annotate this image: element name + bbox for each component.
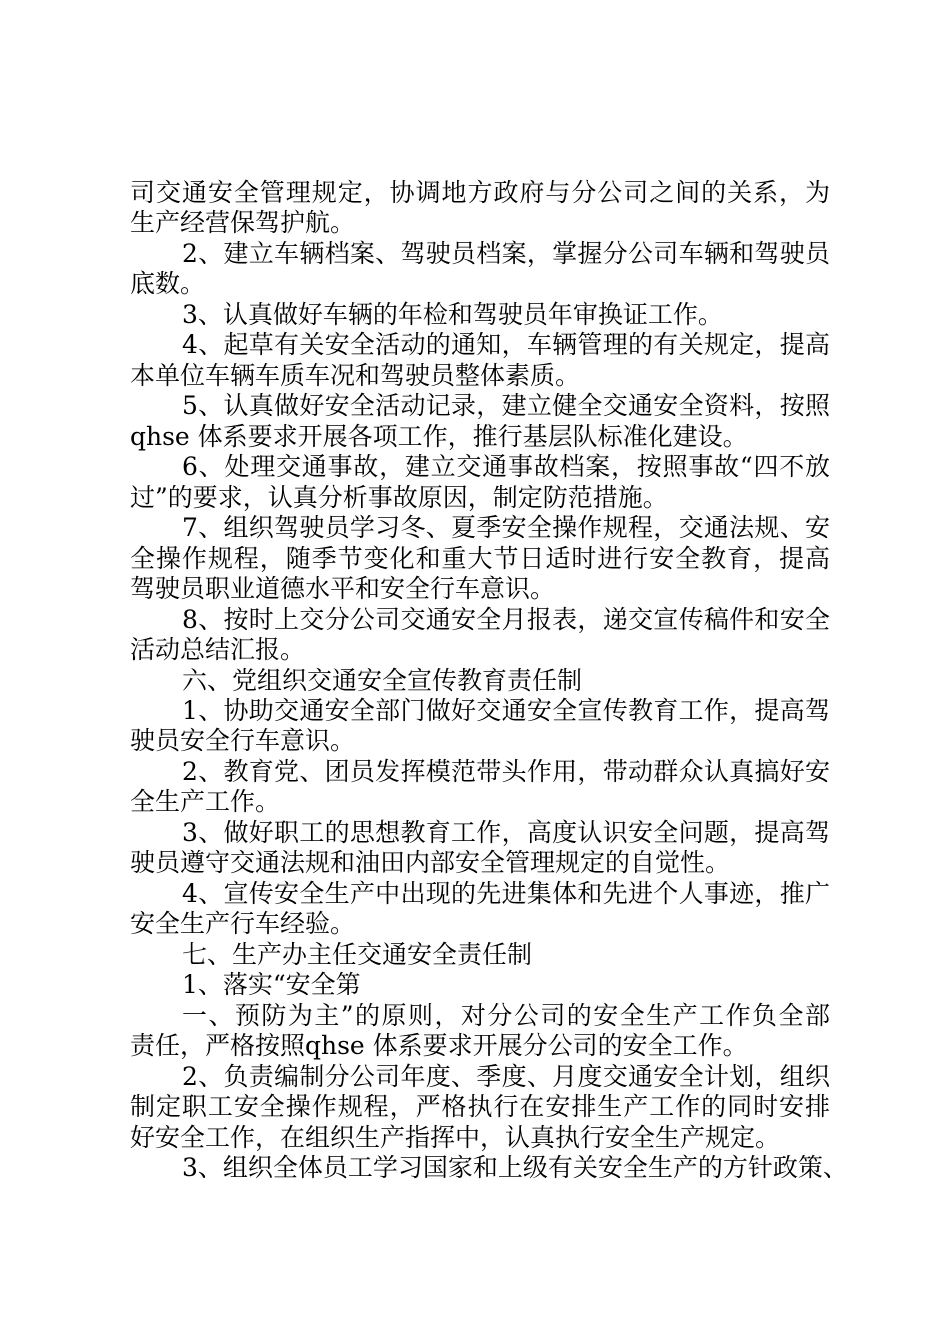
paragraph	[130, 605, 830, 666]
paragraph	[130, 391, 830, 452]
text-line: 2、负责编制分公司年度、季度、月度交通安全计划，组织	[182, 1061, 831, 1091]
paragraph	[130, 970, 830, 1000]
paragraph	[130, 513, 830, 604]
text-line: 6、处理交通事故，建立交通事故档案，按照事故“四不放	[182, 452, 831, 482]
section-heading-text: 六、党组织交通安全宣传教育责任制	[182, 665, 583, 695]
text-line: 生产经营保驾护航。	[130, 208, 356, 238]
section-heading	[130, 940, 830, 970]
paragraph	[130, 818, 830, 879]
paragraph	[130, 452, 830, 513]
paragraph	[130, 239, 830, 300]
paragraph	[130, 1062, 830, 1153]
text-line: 好安全工作，在组织生产指挥中，认真执行安全生产规定。	[130, 1122, 781, 1152]
text-line: 3、组织全体员工学习国家和上级有关安全生产的方针政策、	[182, 1153, 848, 1182]
text-line: 2、建立车辆档案、驾驶员档案，掌握分公司车辆和驾驶员	[182, 238, 831, 268]
section-heading-text: 七、生产办主任交通安全责任制	[182, 939, 533, 969]
text-line: 驶员遵守交通法规和油田内部安全管理规定的自觉性。	[130, 848, 731, 878]
text-column	[130, 178, 848, 1183]
section-heading	[130, 666, 830, 696]
text-line: 4、宣传安全生产中出现的先进集体和先进个人事迹，推广	[182, 878, 831, 908]
paragraph	[130, 1001, 830, 1062]
text-line: 驶员安全行车意识。	[130, 726, 356, 756]
text-line: qhse 体系要求开展各项工作，推行基层队标准化建设。	[130, 421, 748, 451]
text-line: 4、起草有关安全活动的通知，车辆管理的有关规定，提高	[182, 330, 831, 360]
text-line: 1、协助交通安全部门做好交通安全宣传教育工作，提高驾	[182, 695, 831, 725]
text-line: 制定职工安全操作规程，严格执行在安排生产工作的同时安排	[130, 1092, 831, 1122]
paragraph	[130, 330, 830, 391]
paragraph	[130, 879, 830, 940]
paragraph	[130, 178, 830, 239]
text-line: 过”的要求，认真分析事故原因，制定防范措施。	[130, 482, 668, 512]
text-line: 3、做好职工的思想教育工作，高度认识安全问题，提高驾	[182, 817, 831, 847]
paragraph	[130, 300, 830, 330]
text-line: 2、教育党、团员发挥模范带头作用，带动群众认真搞好安	[182, 756, 831, 786]
text-line: 8、按时上交分公司交通安全月报表，递交宣传稿件和安全	[182, 604, 831, 634]
text-line: 1、落实“安全第	[182, 970, 361, 1000]
text-line: 5、认真做好安全活动记录，建立健全交通安全资料，按照	[182, 391, 831, 421]
text-line: 全生产工作。	[130, 787, 281, 817]
text-line: 责任，严格按照qhse 体系要求开展分公司的安全工作。	[130, 1031, 748, 1061]
paragraph	[130, 696, 830, 757]
text-line: 本单位车辆车质车况和驾驶员整体素质。	[130, 360, 581, 390]
text-line: 驾驶员职业道德水平和安全行车意识。	[130, 574, 556, 604]
text-line: 一、预防为主”的原则，对分公司的安全生产工作负全部	[182, 1000, 832, 1030]
text-line: 3、认真做好车辆的年检和驾驶员年审换证工作。	[182, 299, 723, 329]
paragraph	[130, 1153, 848, 1183]
text-line: 安全生产行车经验。	[130, 909, 356, 939]
text-line: 7、组织驾驶员学习冬、夏季安全操作规程，交通法规、安	[182, 513, 831, 543]
text-line: 司交通安全管理规定，协调地方政府与分公司之间的关系，为	[130, 178, 831, 207]
paragraph	[130, 757, 830, 818]
text-line: 底数。	[130, 269, 206, 299]
text-line: 活动总结汇报。	[130, 635, 306, 665]
text-line: 全操作规程，随季节变化和重大节日适时进行安全教育，提高	[130, 543, 831, 573]
